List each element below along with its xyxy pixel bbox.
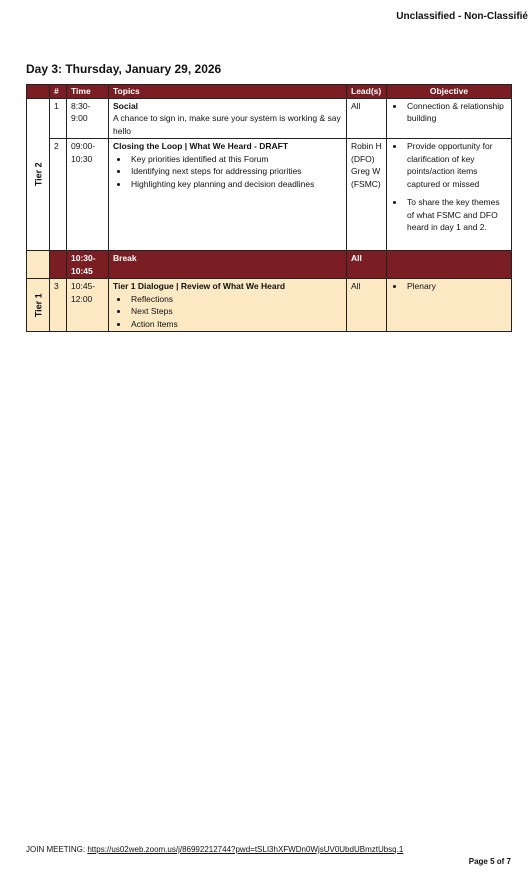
time-header: Time — [67, 85, 109, 99]
row-num: 1 — [50, 98, 67, 139]
topic-title: Social — [113, 100, 139, 111]
row-time: 10:45- 12:00 — [67, 279, 109, 332]
row-objective — [387, 279, 512, 332]
topic-description: A chance to sign in, make sure your system is working & say hello — [113, 113, 341, 136]
table-row — [27, 279, 512, 332]
table-row-break — [27, 251, 512, 279]
row-time: 8:30- 9:00 — [67, 98, 109, 139]
row-leads: Robin H (DFO) Greg W (FSMC) — [347, 139, 387, 251]
row-objective — [387, 139, 512, 251]
row-time: 10:30- 10:45 — [67, 251, 109, 279]
classification-label: Unclassified - Non-Classifié — [396, 11, 528, 22]
row-objective — [387, 98, 512, 139]
join-meeting-link[interactable]: https://us02web.zoom.us/j/86992212744?pwd=tSLI3hXFWDn0WjsUV0UbdUBmztUbsq.1 — [87, 845, 404, 854]
tier-spacer — [27, 251, 50, 279]
row-leads: All — [347, 279, 387, 332]
topics-header: Topics — [109, 85, 347, 99]
leads-header: Lead(s) — [347, 85, 387, 99]
row-topic: Break — [109, 251, 347, 279]
tier-2-label: Tier 2 — [27, 98, 50, 251]
tier-header — [27, 85, 50, 99]
topic-title: Tier 1 Dialogue | Review of What We Heard — [113, 281, 286, 291]
objective-item: • Plenary — [405, 280, 507, 293]
objective-item: • Provide opportunity for clarification of key points/action items captured or missed — [405, 140, 507, 190]
row-objective — [387, 251, 512, 279]
agenda-table — [26, 84, 512, 332]
num-header: # — [50, 85, 67, 99]
page-number: Page 5 of 7 — [468, 857, 511, 866]
day-heading: Day 3: Thursday, January 29, 2026 — [26, 62, 222, 76]
topic-bullet: • Next Steps — [129, 305, 342, 318]
table-row — [27, 139, 512, 251]
row-topic — [109, 98, 347, 139]
objective-item: • To share the key themes of what FSMC and DFO heard in day 1 and 2. — [405, 196, 507, 234]
tier-1-label: Tier 1 — [27, 279, 50, 332]
topic-bullet: • Identifying next steps for addressing priorities — [129, 165, 342, 178]
join-meeting-line — [26, 845, 403, 854]
row-leads: All — [347, 251, 387, 279]
topic-bullet: • Highlighting key planning and decision deadlines — [129, 178, 342, 191]
row-num: 2 — [50, 139, 67, 251]
topic-bullet: • Key priorities identified at this Forum — [129, 153, 342, 166]
objective-item: • Connection & relationship building — [405, 100, 507, 125]
join-meeting-label: JOIN MEETING: — [26, 845, 86, 854]
table-row — [27, 98, 512, 139]
table-header-row — [27, 85, 512, 99]
row-topic — [109, 279, 347, 332]
topic-bullet: • Reflections — [129, 293, 342, 306]
row-topic — [109, 139, 347, 251]
row-num: 3 — [50, 279, 67, 332]
row-time: 09:00- 10:30 — [67, 139, 109, 251]
row-num — [50, 251, 67, 279]
row-leads: All — [347, 98, 387, 139]
topic-bullet: • Action Items — [129, 318, 342, 331]
objective-header: Objective — [387, 85, 512, 99]
topic-title: Closing the Loop | What We Heard - DRAFT — [113, 141, 289, 151]
